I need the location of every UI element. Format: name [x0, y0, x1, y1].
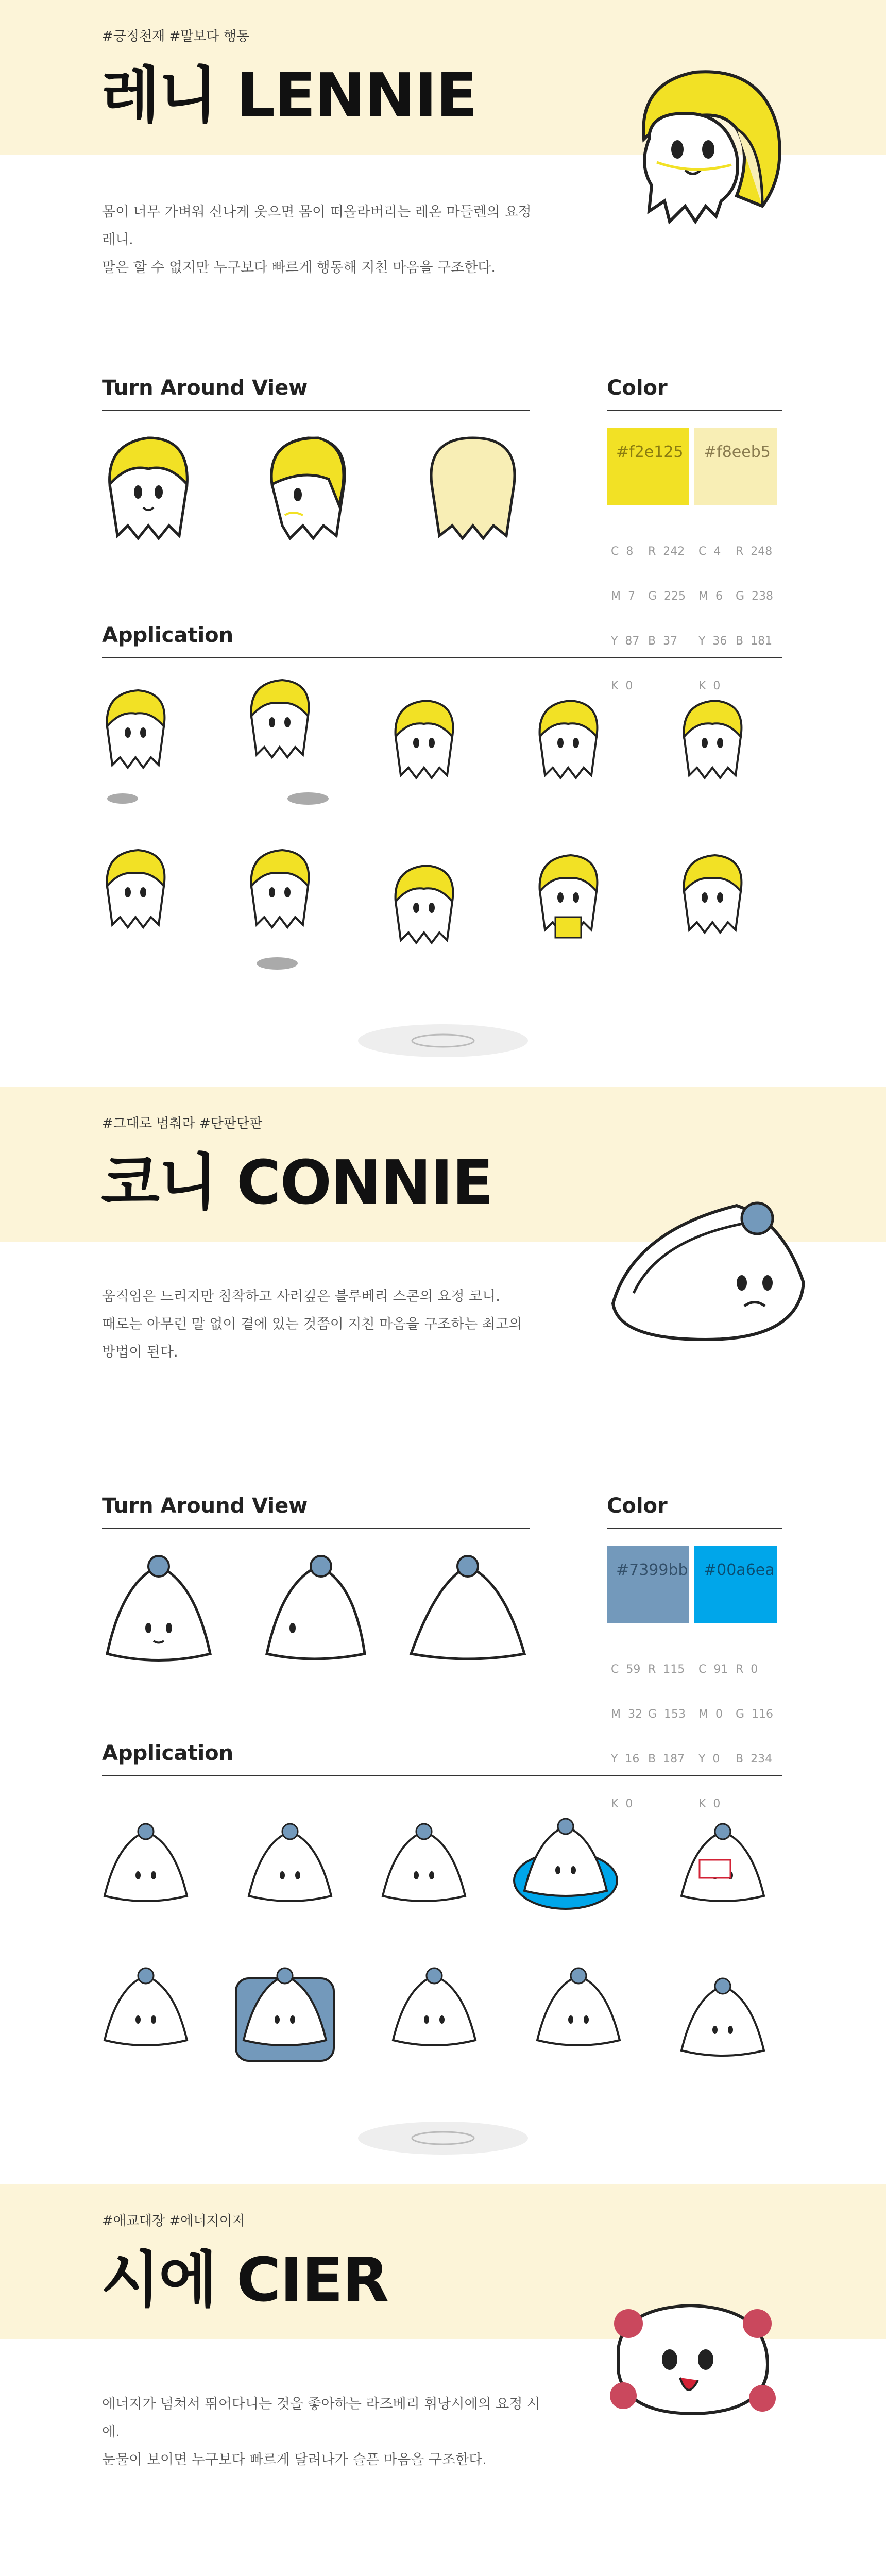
connie-description-line: 방법이 된다. — [102, 1344, 178, 1360]
swatch-hex: #f8eeb5 — [704, 443, 771, 461]
spec-b: B 181 — [736, 635, 773, 648]
connie-color-rule — [607, 1528, 782, 1529]
connie-swatch-specs-2 — [698, 1632, 774, 1810]
connie-front-view — [107, 1556, 210, 1660]
connie-pose-5 — [681, 1824, 764, 1901]
lennie-swatch-specs-1 — [611, 514, 686, 692]
spec-m: M 32 — [611, 1708, 642, 1721]
connie-swatch-sky — [694, 1546, 777, 1623]
connie-pose-8 — [393, 1968, 475, 2045]
spec-b: B 37 — [648, 635, 678, 648]
connie-tags: #그대로 멈춰라 #단판단판 — [102, 1116, 263, 1131]
spec-y: Y 36 — [698, 635, 727, 648]
connie-pose-9 — [537, 1968, 620, 2045]
connie-turn-around-rule — [102, 1528, 530, 1529]
spec-r: R 248 — [736, 545, 773, 558]
lennie-description — [102, 198, 545, 282]
lennie-pose-1 — [107, 690, 165, 804]
swatch-hex: #7399bb — [616, 1561, 688, 1579]
cier-description-line: 에너지가 넘쳐서 뛰어다니는 것을 좋아하는 라즈베리 휘낭시에의 요정 시에. — [102, 2396, 541, 2440]
lennie-color-heading: Color — [607, 376, 668, 400]
cier-title: 시에 CIER — [101, 2244, 388, 2315]
cier-tags: #애교대장 #에너지이저 — [102, 2213, 245, 2229]
lennie-back-view — [431, 438, 515, 538]
connie-description-line: 때로는 아무런 말 없이 곁에 있는 것쯤이 지친 마음을 구조하는 최고의 — [102, 1316, 523, 1332]
spec-y: Y 0 — [698, 1753, 720, 1766]
lennie-front-view — [110, 438, 188, 538]
lennie-description-line: 몸이 너무 가벼워 신나게 웃으면 몸이 떠올라버리는 레온 마들렌의 요정 레니. — [102, 204, 532, 248]
spec-r: R 0 — [736, 1663, 758, 1676]
connie-description — [102, 1283, 545, 1366]
spec-y: Y 16 — [611, 1753, 640, 1766]
lennie-pose-5 — [684, 701, 742, 778]
lennie-tags: #긍정천재 #말보다 행동 — [102, 29, 250, 44]
lennie-turn-around-illustrations — [102, 428, 530, 546]
spec-k: K 0 — [698, 1798, 721, 1810]
connie-turn-around-heading: Turn Around View — [102, 1494, 308, 1518]
lennie-pose-3 — [396, 701, 453, 778]
spec-g: G 225 — [648, 590, 686, 603]
lennie-pose-7 — [251, 850, 309, 970]
cier-description-line: 눈물이 보이면 누구보다 빠르게 달려나가 슬픈 마음을 구조한다. — [102, 2452, 487, 2468]
lennie-swatch-specs-2 — [698, 514, 774, 692]
connie-application-heading: Application — [102, 1741, 234, 1765]
lennie-side-view — [271, 438, 345, 538]
connie-pose-1 — [105, 1824, 187, 1901]
spec-c: C 91 — [698, 1663, 728, 1676]
lennie-color-rule — [607, 410, 782, 411]
connie-pose-6 — [105, 1968, 187, 2045]
connie-pose-7 — [236, 1968, 334, 2061]
lennie-turn-around-rule — [102, 410, 530, 411]
spec-r: R 242 — [648, 545, 685, 558]
spec-k: K 0 — [611, 1798, 633, 1810]
connie-application-illustrations — [102, 1808, 782, 2076]
lennie-swatch-cream — [694, 428, 777, 505]
connie-swatch-specs-1 — [611, 1632, 686, 1810]
swatch-hex: #00a6ea — [704, 1561, 775, 1579]
spec-c: C 8 — [611, 545, 634, 558]
spec-b: B 187 — [648, 1753, 685, 1766]
lennie-pose-9 — [540, 855, 598, 938]
lennie-pedestal — [355, 1020, 531, 1061]
connie-back-view — [411, 1556, 524, 1659]
lennie-title: 레니 LENNIE — [101, 60, 476, 131]
connie-pose-3 — [383, 1824, 465, 1901]
lennie-pose-6 — [107, 850, 165, 927]
spec-m: M 7 — [611, 590, 635, 603]
connie-application-rule — [102, 1775, 782, 1776]
spec-m: M 0 — [698, 1708, 723, 1721]
cier-hero-illustration — [603, 2287, 788, 2432]
spec-g: G 153 — [648, 1708, 686, 1721]
spec-k: K 0 — [698, 680, 721, 692]
spec-m: M 6 — [698, 590, 723, 603]
connie-color-heading: Color — [607, 1494, 668, 1518]
spec-g: G 238 — [736, 590, 774, 603]
connie-pose-4 — [514, 1819, 617, 1909]
lennie-swatch-yellow — [607, 428, 689, 505]
spec-c: C 4 — [698, 545, 721, 558]
lennie-pose-8 — [396, 866, 453, 943]
lennie-pose-10 — [684, 855, 742, 933]
lennie-application-rule — [102, 657, 782, 658]
connie-pose-2 — [249, 1824, 331, 1901]
spec-y: Y 87 — [611, 635, 640, 648]
spec-r: R 115 — [648, 1663, 685, 1676]
lennie-pose-2 — [251, 680, 329, 805]
lennie-application-heading: Application — [102, 623, 234, 647]
connie-title: 코니 CONNIE — [101, 1147, 492, 1218]
swatch-hex: #f2e125 — [616, 443, 684, 461]
spec-b: B 234 — [736, 1753, 773, 1766]
spec-c: C 59 — [611, 1663, 641, 1676]
connie-pedestal — [355, 2117, 531, 2159]
lennie-pose-4 — [540, 701, 598, 778]
connie-description-line: 움직임은 느리지만 침착하고 사려깊은 블루베리 스콘의 요정 코니. — [102, 1289, 500, 1304]
lennie-application-illustrations — [102, 675, 782, 984]
connie-swatch-steel — [607, 1546, 689, 1623]
spec-k: K 0 — [611, 680, 633, 692]
connie-turn-around-illustrations — [102, 1551, 530, 1664]
lennie-description-line: 말은 할 수 없지만 누구보다 빠르게 행동해 지친 마음을 구조한다. — [102, 260, 496, 276]
lennie-hero-illustration — [608, 52, 804, 237]
connie-pose-10 — [681, 1978, 764, 2056]
lennie-turn-around-heading: Turn Around View — [102, 376, 308, 400]
spec-g: G 116 — [736, 1708, 774, 1721]
connie-side-view — [267, 1556, 365, 1659]
cier-description — [102, 2391, 545, 2474]
connie-hero-illustration — [603, 1190, 819, 1355]
